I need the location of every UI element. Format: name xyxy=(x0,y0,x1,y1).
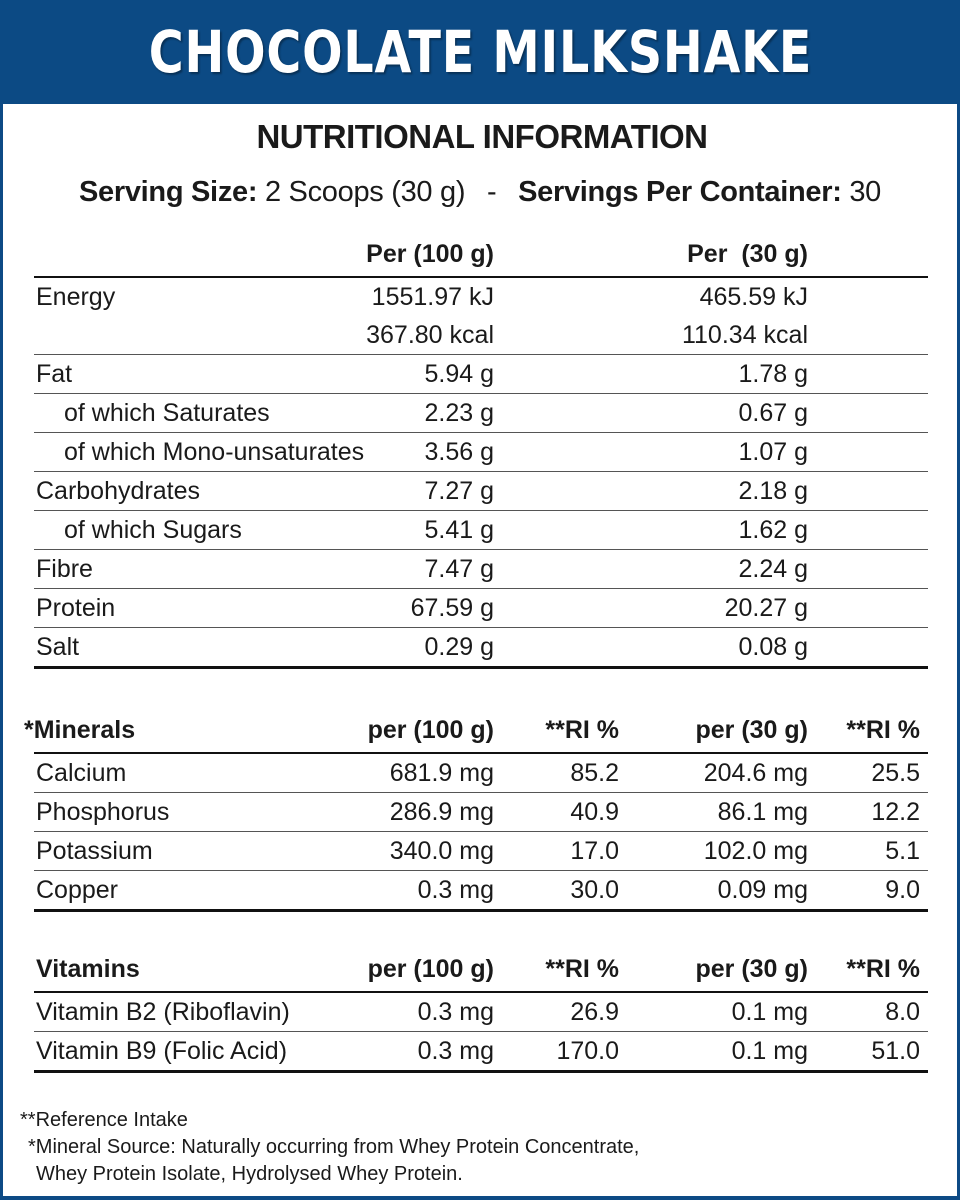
title-banner xyxy=(0,0,960,104)
nutrient-label: Energy xyxy=(36,283,116,311)
footnotes xyxy=(20,1107,639,1188)
ri-per-30g: 25.5 xyxy=(871,759,920,787)
minerals-heading: *Minerals xyxy=(24,716,136,744)
col-header-per-30g: Per (30 g) xyxy=(687,240,808,268)
value-per-30g: 0.09 mg xyxy=(717,876,808,904)
col-header-per-100g: per (100 g) xyxy=(367,716,494,744)
table-row xyxy=(34,627,928,666)
col-header-per-30g: per (30 g) xyxy=(695,716,808,744)
nutrition-header-row xyxy=(34,240,928,276)
value-per-30g: 465.59 kJ xyxy=(699,283,808,311)
value-per-30g: 2.18 g xyxy=(738,477,808,505)
serving-size-label: Serving Size: xyxy=(78,176,258,208)
table-row xyxy=(34,354,928,393)
table-row xyxy=(34,510,928,549)
value-per-30g: 0.08 g xyxy=(738,633,808,661)
mineral-label: Potassium xyxy=(36,837,153,865)
col-header-per-100g: per (100 g) xyxy=(367,955,494,983)
table-row xyxy=(34,752,928,792)
value-per-30g: 20.27 g xyxy=(724,594,808,622)
minerals-table xyxy=(24,716,928,912)
nutrient-label: of which Sugars xyxy=(64,516,242,544)
table-row xyxy=(34,991,928,1031)
value-per-30g: 1.07 g xyxy=(738,438,808,466)
table-row xyxy=(34,549,928,588)
value-per-100g: 3.56 g xyxy=(424,438,494,466)
ri-per-30g: 8.0 xyxy=(885,998,920,1026)
col-header-ri-100g: **RI % xyxy=(545,716,619,744)
value-per-100g: 0.3 mg xyxy=(417,998,494,1026)
value-per-100g: 340.0 mg xyxy=(389,837,494,865)
value-per-100g: 2.23 g xyxy=(424,399,494,427)
vitamins-header-row xyxy=(34,955,928,991)
value-per-30g: 2.24 g xyxy=(738,555,808,583)
ri-per-100g: 170.0 xyxy=(556,1037,619,1065)
table-row xyxy=(34,471,928,510)
ri-per-100g: 85.2 xyxy=(570,759,619,787)
value-per-30g: 0.1 mg xyxy=(731,998,808,1026)
value-per-30g: 86.1 mg xyxy=(717,798,808,826)
value-per-100g: 367.80 kcal xyxy=(366,321,494,349)
value-per-100g: 5.41 g xyxy=(424,516,494,544)
value-per-100g: 0.3 mg xyxy=(417,876,494,904)
table-row xyxy=(34,432,928,471)
vitamins-heading: Vitamins xyxy=(36,955,140,983)
col-header-ri-100g: **RI % xyxy=(545,955,619,983)
footnote-mineral-source: *Mineral Source: Naturally occurring from Whey Protein Concentrate, xyxy=(28,1136,640,1158)
nutrient-label: Fat xyxy=(36,360,73,388)
value-per-30g: 110.34 kcal xyxy=(681,321,808,349)
ri-per-30g: 5.1 xyxy=(885,837,920,865)
servings-per-container-label: Servings Per Container: xyxy=(518,176,842,208)
table-row xyxy=(34,316,928,354)
value-per-100g: 286.9 mg xyxy=(389,798,494,826)
table-row xyxy=(34,588,928,627)
minerals-header-row xyxy=(24,716,928,752)
serving-size-value: 2 Scoops (30 g) xyxy=(264,176,466,208)
value-per-30g: 204.6 mg xyxy=(703,759,808,787)
mineral-label: Phosphorus xyxy=(36,798,170,826)
ri-per-30g: 51.0 xyxy=(871,1037,920,1065)
nutrient-label: Fibre xyxy=(36,555,93,583)
vitamin-label: Vitamin B9 (Folic Acid) xyxy=(36,1037,288,1065)
table-row xyxy=(34,831,928,870)
value-per-30g: 1.78 g xyxy=(738,360,808,388)
col-header-ri-30g: **RI % xyxy=(846,716,920,744)
footnote-mineral-source-cont: Whey Protein Isolate, Hydrolysed Whey Protein. xyxy=(36,1163,463,1185)
nutrition-heading: NUTRITIONAL INFORMATION xyxy=(256,118,708,155)
value-per-30g: 102.0 mg xyxy=(703,837,808,865)
product-title: CHOCOLATE MILKSHAKE xyxy=(148,18,812,86)
ri-per-100g: 40.9 xyxy=(570,798,619,826)
nutrient-label: of which Saturates xyxy=(64,399,270,427)
table-row xyxy=(34,393,928,432)
ri-per-30g: 12.2 xyxy=(871,798,920,826)
serving-info xyxy=(0,176,960,209)
mineral-label: Calcium xyxy=(36,759,127,787)
servings-per-container-value: 30 xyxy=(849,176,882,208)
ri-per-100g: 17.0 xyxy=(570,837,619,865)
value-per-100g: 7.27 g xyxy=(424,477,494,505)
value-per-100g: 7.47 g xyxy=(424,555,494,583)
value-per-100g: 0.29 g xyxy=(424,633,494,661)
col-header-ri-30g: **RI % xyxy=(846,955,920,983)
col-header-per-100g: Per (100 g) xyxy=(366,240,494,268)
table-row xyxy=(34,1031,928,1070)
mineral-label: Copper xyxy=(36,876,118,904)
value-per-100g: 67.59 g xyxy=(410,594,494,622)
table-row xyxy=(34,276,928,316)
nutrient-label: Protein xyxy=(36,594,116,622)
nutrient-label: Salt xyxy=(36,633,80,661)
value-per-100g: 681.9 mg xyxy=(389,759,494,787)
col-header-per-30g: per (30 g) xyxy=(695,955,808,983)
value-per-30g: 1.62 g xyxy=(738,516,808,544)
table-row xyxy=(34,870,928,909)
value-per-100g: 0.3 mg xyxy=(417,1037,494,1065)
value-per-30g: 0.67 g xyxy=(738,399,808,427)
nutrient-label: of which Mono-unsaturates xyxy=(64,438,365,466)
footnote-reference-intake: **Reference Intake xyxy=(20,1109,188,1131)
ri-per-100g: 30.0 xyxy=(570,876,619,904)
vitamin-label: Vitamin B2 (Riboflavin) xyxy=(36,998,290,1026)
nutrient-label: Carbohydrates xyxy=(36,477,200,505)
table-row xyxy=(34,792,928,831)
value-per-100g: 1551.97 kJ xyxy=(371,283,494,311)
ri-per-100g: 26.9 xyxy=(570,998,619,1026)
nutrition-table xyxy=(34,240,928,669)
vitamins-table xyxy=(34,955,928,1073)
serving-separator: - xyxy=(486,176,497,208)
ri-per-30g: 9.0 xyxy=(885,876,920,904)
value-per-100g: 5.94 g xyxy=(424,360,494,388)
value-per-30g: 0.1 mg xyxy=(731,1037,808,1065)
